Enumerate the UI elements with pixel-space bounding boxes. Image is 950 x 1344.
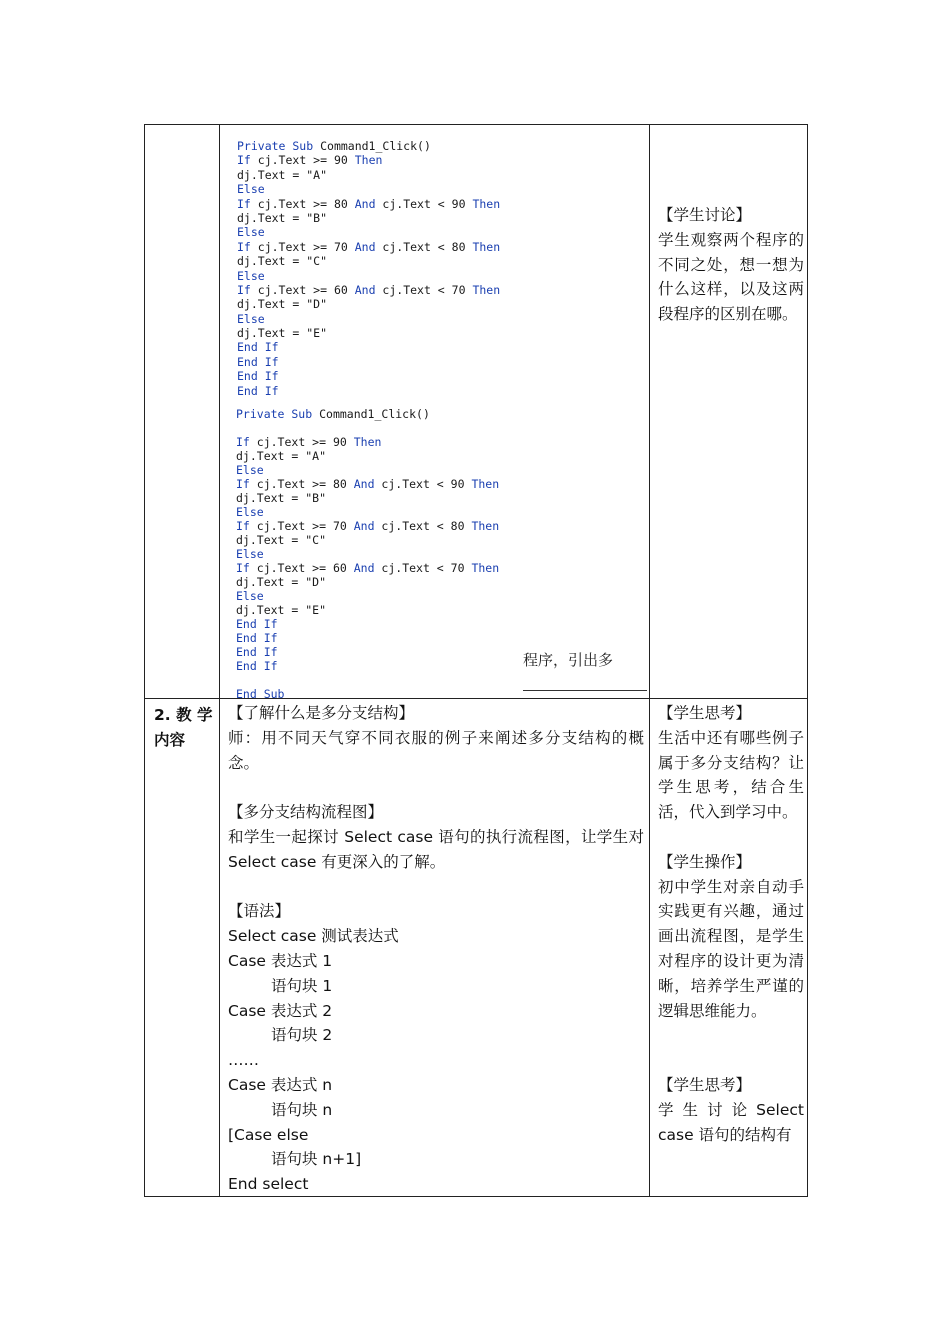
code-keyword: Else xyxy=(236,505,264,519)
section-heading: 【学生操作】 xyxy=(658,852,752,871)
code-keyword: Then xyxy=(354,153,383,168)
column-divider-1 xyxy=(219,125,220,1196)
code-keyword: End Sub xyxy=(236,687,285,701)
code-text: Command1_Click() xyxy=(320,139,431,153)
code-keyword: Else xyxy=(237,311,265,326)
paragraph: 学 生 讨 论 Select case 语句的结构有 xyxy=(658,1100,804,1144)
code-text: dj.Text = "D" xyxy=(236,575,327,589)
paragraph: 学生观察两个程序的不同之处，想一想为什么这样，以及这两段程序的区别在哪。 xyxy=(658,230,804,324)
teaching-content-cell xyxy=(228,701,644,1197)
code-keyword: Then xyxy=(471,477,500,491)
code-text: cj.Text >= 90 xyxy=(256,435,354,449)
syntax-line: [Case else xyxy=(228,1125,309,1144)
code-text: cj.Text >= 90 xyxy=(257,153,355,168)
code-screenshot-1 xyxy=(237,139,500,398)
code-keyword: Else xyxy=(236,589,264,603)
code-line xyxy=(236,631,499,645)
code-text: dj.Text = "A" xyxy=(236,449,327,463)
code-keyword: If xyxy=(237,282,258,297)
code-text: cj.Text < 80 xyxy=(381,519,472,533)
code-line xyxy=(236,435,499,449)
code-keyword: If xyxy=(236,477,257,491)
code-line xyxy=(237,340,500,354)
code-keyword: If xyxy=(237,196,258,211)
code-keyword: And xyxy=(353,561,382,575)
code-line xyxy=(237,312,500,326)
code-line xyxy=(237,269,500,283)
code-text: cj.Text >= 70 xyxy=(257,239,355,254)
code-text: dj.Text = "E" xyxy=(236,603,327,617)
syntax-line: Case 表达式 1 xyxy=(228,951,333,970)
code-line xyxy=(236,547,499,561)
syntax-line: …… xyxy=(228,1051,259,1070)
code-line xyxy=(236,505,499,519)
paragraph: 师：用不同天气穿不同衣服的例子来阐述多分支结构的概念。 xyxy=(228,728,644,772)
text-underline xyxy=(523,690,647,691)
cell-text-fragment: 程序，引出多 xyxy=(523,651,614,669)
code-keyword: End If xyxy=(237,354,279,369)
code-line xyxy=(236,645,499,659)
code-text: cj.Text < 90 xyxy=(382,196,473,211)
code-line xyxy=(236,575,499,589)
code-keyword: Else xyxy=(236,547,264,561)
code-line xyxy=(237,211,500,225)
code-text: cj.Text >= 60 xyxy=(256,561,354,575)
code-keyword: Then xyxy=(353,435,382,449)
code-text: cj.Text >= 70 xyxy=(256,519,354,533)
syntax-line: 语句块 2 xyxy=(271,1026,333,1045)
code-keyword: And xyxy=(354,239,383,254)
code-keyword: End If xyxy=(237,369,279,384)
code-keyword: And xyxy=(353,519,382,533)
code-text: cj.Text >= 80 xyxy=(257,196,355,211)
syntax-line: Select case 测试表达式 xyxy=(228,927,399,946)
code-keyword: Else xyxy=(237,268,265,283)
code-line xyxy=(237,254,500,268)
code-keyword: Else xyxy=(236,463,264,477)
code-keyword: End If xyxy=(236,645,278,659)
code-keyword: Then xyxy=(472,196,501,211)
code-keyword: Then xyxy=(471,519,500,533)
code-keyword: If xyxy=(236,561,257,575)
code-line xyxy=(237,197,500,211)
code-text: dj.Text = "A" xyxy=(237,167,328,182)
syntax-line: End select xyxy=(228,1175,309,1194)
syntax-line: Case 表达式 n xyxy=(228,1075,333,1094)
paragraph: 初中学生对亲自动手实践更有兴趣，通过画出流程图，是学生对程序的设计更为清晰，培养学生严谨的逻辑思维能力。 xyxy=(658,877,804,1020)
syntax-line: 语句块 n+1] xyxy=(271,1150,362,1169)
code-line xyxy=(236,561,499,575)
code-text: cj.Text < 70 xyxy=(382,282,473,297)
code-line xyxy=(236,673,499,687)
code-line xyxy=(237,283,500,297)
code-keyword: End If xyxy=(237,383,279,398)
code-keyword: Then xyxy=(472,239,501,254)
code-keyword: End If xyxy=(236,617,278,631)
code-keyword: Then xyxy=(472,282,501,297)
code-keyword: And xyxy=(353,477,382,491)
code-line xyxy=(237,240,500,254)
paragraph: 和学生一起探讨 Select case 语句的执行流程图，让学生对 Select case 有更深入的了解。 xyxy=(228,827,644,871)
code-line xyxy=(237,139,500,153)
paragraph: 生活中还有哪些例子属于多分支结构？让学生思考，结合生活，代入到学习中。 xyxy=(658,728,804,822)
code-line xyxy=(236,687,499,701)
code-text: cj.Text < 80 xyxy=(382,239,473,254)
code-line xyxy=(236,449,499,463)
code-line xyxy=(236,463,499,477)
code-line xyxy=(237,168,500,182)
code-text: dj.Text = "E" xyxy=(237,326,328,341)
code-line xyxy=(237,369,500,383)
code-text: dj.Text = "B" xyxy=(236,491,327,505)
code-line xyxy=(236,589,499,603)
code-screenshot-2 xyxy=(236,407,499,701)
code-keyword: End If xyxy=(236,631,278,645)
student-discussion-cell xyxy=(658,203,804,327)
code-line xyxy=(237,182,500,196)
code-line xyxy=(236,477,499,491)
code-line xyxy=(236,491,499,505)
code-line xyxy=(236,603,499,617)
code-text: cj.Text >= 80 xyxy=(256,477,354,491)
code-line xyxy=(236,519,499,533)
code-keyword: And xyxy=(354,282,383,297)
section-heading: 【学生思考】 xyxy=(658,704,752,722)
lesson-table xyxy=(144,124,808,1197)
syntax-line: 语句块 n xyxy=(271,1100,333,1119)
code-line xyxy=(236,659,499,673)
syntax-line: 语句块 1 xyxy=(271,976,333,995)
code-line xyxy=(236,407,499,421)
row-label-line: 内容 xyxy=(154,731,186,749)
code-line xyxy=(236,421,499,435)
code-text: dj.Text = "D" xyxy=(237,297,328,312)
column-divider-2 xyxy=(649,125,650,1196)
code-keyword: Private Sub xyxy=(236,407,320,421)
code-keyword: Private Sub xyxy=(237,139,321,153)
code-keyword: Then xyxy=(471,561,500,575)
section-heading: 【多分支结构流程图】 xyxy=(228,803,384,822)
row-label-line: 2. 教 学 xyxy=(154,706,213,724)
code-line xyxy=(237,384,500,398)
code-text: dj.Text = "B" xyxy=(237,210,328,225)
code-line xyxy=(237,355,500,369)
section-heading: 【了解什么是多分支结构】 xyxy=(228,704,415,722)
code-line xyxy=(237,297,500,311)
section-heading: 【学生讨论】 xyxy=(658,206,752,224)
code-keyword: End If xyxy=(237,340,279,355)
code-text: Command1_Click() xyxy=(319,407,430,421)
code-line xyxy=(236,533,499,547)
section-heading: 【语法】 xyxy=(228,902,291,921)
syntax-line: Case 表达式 2 xyxy=(228,1001,333,1020)
code-keyword: Else xyxy=(237,182,265,197)
code-keyword: If xyxy=(237,239,258,254)
code-keyword: If xyxy=(236,435,257,449)
code-text: cj.Text >= 60 xyxy=(257,282,355,297)
code-keyword: End If xyxy=(236,659,278,673)
code-line xyxy=(237,153,500,167)
code-line xyxy=(237,225,500,239)
row-label xyxy=(154,703,214,753)
code-text: dj.Text = "C" xyxy=(236,533,327,547)
code-line xyxy=(237,326,500,340)
code-text: dj.Text = "C" xyxy=(237,254,328,269)
code-keyword: If xyxy=(236,519,257,533)
code-text: cj.Text < 70 xyxy=(381,561,472,575)
code-keyword: And xyxy=(354,196,383,211)
section-heading: 【学生思考】 xyxy=(658,1075,752,1094)
code-keyword: If xyxy=(237,153,258,168)
student-activity-cell xyxy=(658,701,804,1147)
code-keyword: Else xyxy=(237,225,265,240)
code-text: cj.Text < 90 xyxy=(381,477,472,491)
code-line xyxy=(236,617,499,631)
